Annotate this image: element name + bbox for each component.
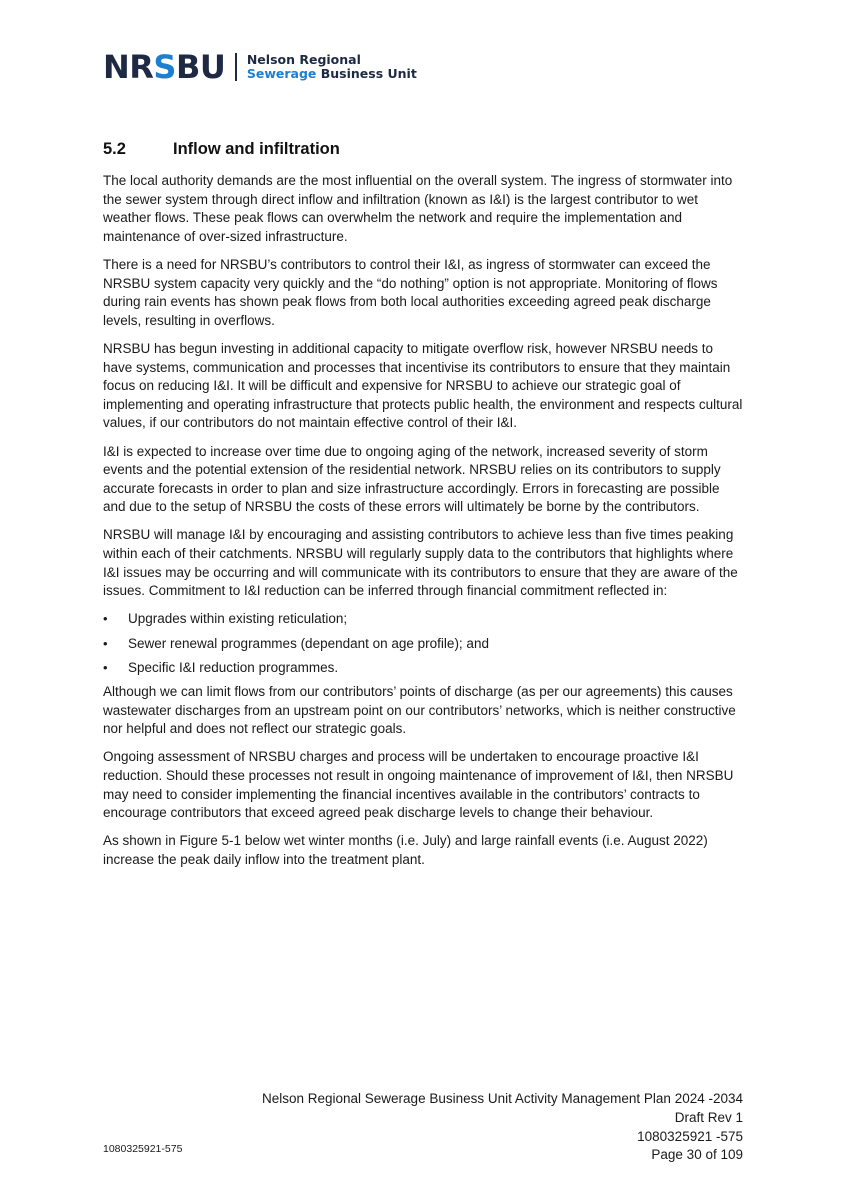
paragraph-1: The local authority demands are the most influential on the overall system. The ingress of stormwater into the sewer system through direct inflow and infiltration (known as I&I) is the largest contributor to wet weather flows. These peak flows can overwhelm the network and require the implementation and maintenance of over-sized infrastructure. [103, 173, 733, 244]
logo-subtitle-line1: Nelson Regional [246, 52, 361, 67]
paragraph-4: I&I is expected to increase over time due to ongoing aging of the network, increased severity of storm events and the potential extension of the residential network. NRSBU relies on its contributors to supply accurate forecasts in order to plan and size infrastructure accordingly. Errors in forecasting are possible and due to the setup of NRSBU the costs of these errors will ultimately be borne by the contributors. [103, 443, 721, 515]
logo-letters-nr: NR [103, 48, 154, 86]
paragraph-2: There is a need for NRSBU’s contributors to control their I&I, as ingress of stormwater can exceed the NRSBU system capacity very quickly and the “do nothing” option is not appropriate. Monitoring of flows during rain events has shown peak flows from both local authorities exceeding agreed peak discharge levels, resulting in overflows. [103, 256, 718, 328]
document-reference: 1080325921-575 [103, 1143, 183, 1155]
commitment-list [103, 610, 745, 677]
section-title: Inflow and infiltration [173, 140, 340, 158]
logo-letter-s: S [153, 48, 176, 86]
bullet-icon: • [103, 635, 108, 651]
logo-subtitle-line2 [247, 67, 417, 81]
list-item [103, 635, 745, 654]
section-heading [103, 140, 745, 159]
list-item [103, 659, 745, 678]
paragraph-5: NRSBU will manage I&I by encouraging and assisting contributors to achieve less than five times peaking within each of their catchments. NRSBU will regularly supply data to the contributors that highlights where I&I issues may be occurring and will communicate with its contributors to ensure that they are aware of the issues. Commitment to I&I reduction can be inferred through financial commitment reflected in: [103, 527, 738, 599]
paragraph-3: NRSBU has begun investing in additional capacity to mitigate overflow risk, however NRSBU needs to have systems, communication and processes that incentivise its contributors to ensure that they maintain focus on reducing I&I. It will be difficult and expensive for NRSBU to achieve our strategic goal of implementing and operating infrastructure that protects public health, the environment and respects cultural values, if our contributors do not maintain effective control of their I&I. [103, 340, 743, 431]
page-footer [262, 1090, 743, 1165]
logo-letters-bu: BU [175, 48, 226, 86]
paragraph-6: Although we can limit flows from our contributors’ points of discharge (as per our agreements) this causes wastewater discharges from an upstream point on our contributors’ networks, which is neither constructive nor helpful and does not reflect our strategic goals. [103, 684, 736, 737]
logo-divider [235, 53, 237, 81]
list-item [103, 610, 745, 629]
logo-subtitle-business-unit: Business Unit [316, 66, 417, 81]
bullet-icon: • [103, 659, 108, 675]
paragraph-8: As shown in Figure 5-1 below wet winter months (i.e. July) and large rainfall events (i.e. August 2022) increase the peak daily inflow into the treatment plant. [103, 833, 708, 867]
main-content [103, 140, 745, 879]
footer-page-number: Page 30 of 109 [651, 1147, 743, 1163]
section-number: 5.2 [103, 140, 126, 158]
list-item-text: Sewer renewal programmes (dependant on age profile); and [128, 635, 489, 651]
list-item-text: Specific I&I reduction programmes. [128, 659, 339, 675]
logo-subtitle [247, 53, 417, 81]
bullet-icon: • [103, 611, 108, 627]
list-item-text: Upgrades within existing reticulation; [128, 611, 348, 627]
footer-revision: Draft Rev 1 [674, 1109, 743, 1125]
nrsbu-logo [103, 50, 417, 84]
paragraph-7: Ongoing assessment of NRSBU charges and process will be undertaken to encourage proactive I&I reduction. Should these processes not result in ongoing maintenance of improvement of I&I, then NRSBU may need to consider implementing the financial incentives available in the contributors’ contracts to encourage contributors that exceed agreed peak discharge levels to change their behaviour. [103, 749, 734, 821]
footer-doc-number: 1080325921 -575 [637, 1128, 743, 1144]
logo-wordmark [103, 48, 226, 86]
footer-plan-title: Nelson Regional Sewerage Business Unit Activity Management Plan 2024 -2034 [261, 1091, 743, 1106]
logo-subtitle-sewerage: Sewerage [246, 66, 317, 81]
